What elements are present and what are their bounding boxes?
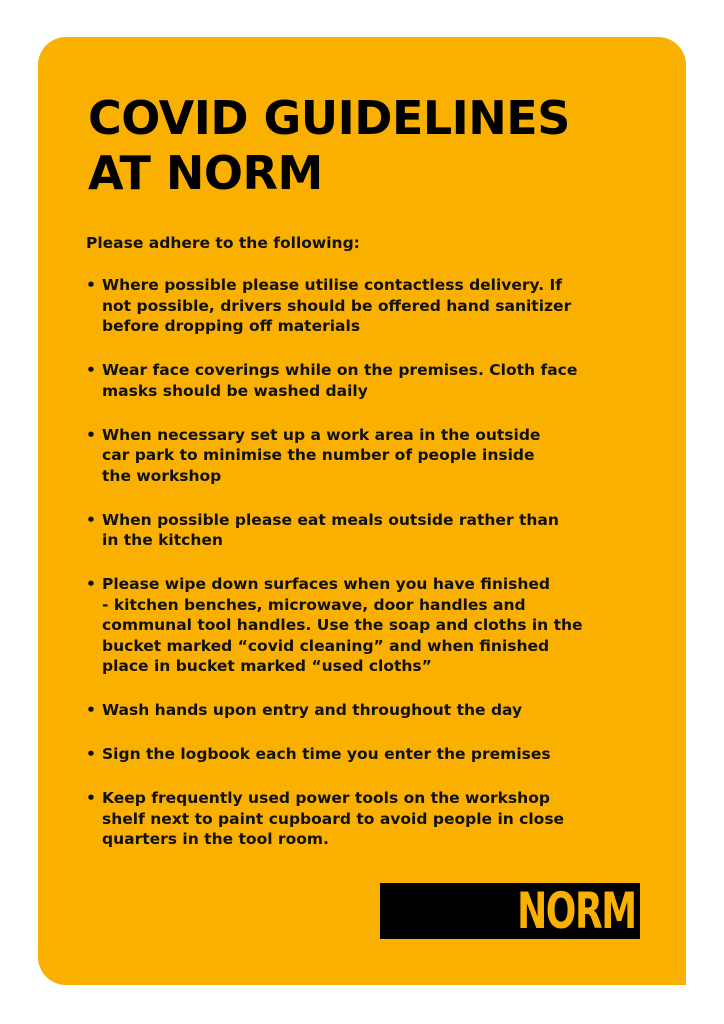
bullet-icon: • (86, 789, 96, 807)
title-line: COVID GUIDELINES (88, 91, 570, 145)
norm-logo (380, 883, 640, 939)
guideline-line: Wear face coverings while on the premises. Cloth face (102, 361, 578, 379)
guideline-line: in the kitchen (102, 531, 223, 549)
guideline-item (86, 574, 646, 677)
guideline-item (86, 744, 646, 765)
guideline-line: quarters in the tool room. (102, 830, 329, 848)
guideline-line: communal tool handles. Use the soap and cloths in the (102, 616, 583, 634)
guideline-item (86, 275, 646, 337)
guideline-line: the workshop (102, 466, 222, 485)
bullet-icon: • (86, 361, 96, 379)
guideline-line: Please wipe down surfaces when you have finished (102, 575, 551, 593)
guideline-line: place in bucket marked “used cloths” (102, 657, 432, 675)
guideline-item (86, 360, 646, 401)
bullet-icon: • (86, 276, 96, 294)
poster-title (88, 91, 570, 201)
guideline-item (86, 425, 646, 487)
guideline-line: - kitchen benches, microwave, door handles and (102, 595, 526, 614)
guideline-line: When necessary set up a work area in the outside (102, 425, 541, 444)
guidelines-poster (38, 37, 686, 985)
guideline-line: Where possible please utilise contactless delivery. If (102, 276, 563, 294)
guideline-line: before dropping off materials (102, 317, 361, 335)
guideline-line: When possible please eat meals outside rather than (102, 510, 559, 529)
guideline-line: car park to minimise the number of people inside (102, 446, 535, 464)
bullet-icon: • (86, 745, 96, 763)
bullet-icon: • (86, 425, 96, 444)
guideline-item (86, 510, 646, 551)
guideline-line: shelf next to paint cupboard to avoid people in close (102, 809, 565, 828)
guideline-item (86, 788, 646, 850)
guidelines-list (86, 275, 646, 873)
intro-text: Please adhere to the following: (86, 234, 360, 252)
guideline-line: Keep frequently used power tools on the workshop (102, 789, 550, 807)
guideline-item (86, 700, 646, 721)
guideline-line: not possible, drivers should be offered hand sanitizer (102, 296, 572, 315)
bullet-icon: • (86, 510, 96, 529)
title-line: AT NORM (88, 146, 323, 200)
bullet-icon: • (86, 701, 96, 719)
guideline-line: Wash hands upon entry and throughout the day (102, 701, 523, 719)
logo-text: NORM (517, 882, 636, 940)
guideline-line: masks should be washed daily (102, 381, 368, 400)
guideline-line: bucket marked “covid cleaning” and when finished (102, 636, 550, 655)
bullet-icon: • (86, 575, 96, 593)
guideline-line: Sign the logbook each time you enter the premises (102, 745, 551, 763)
